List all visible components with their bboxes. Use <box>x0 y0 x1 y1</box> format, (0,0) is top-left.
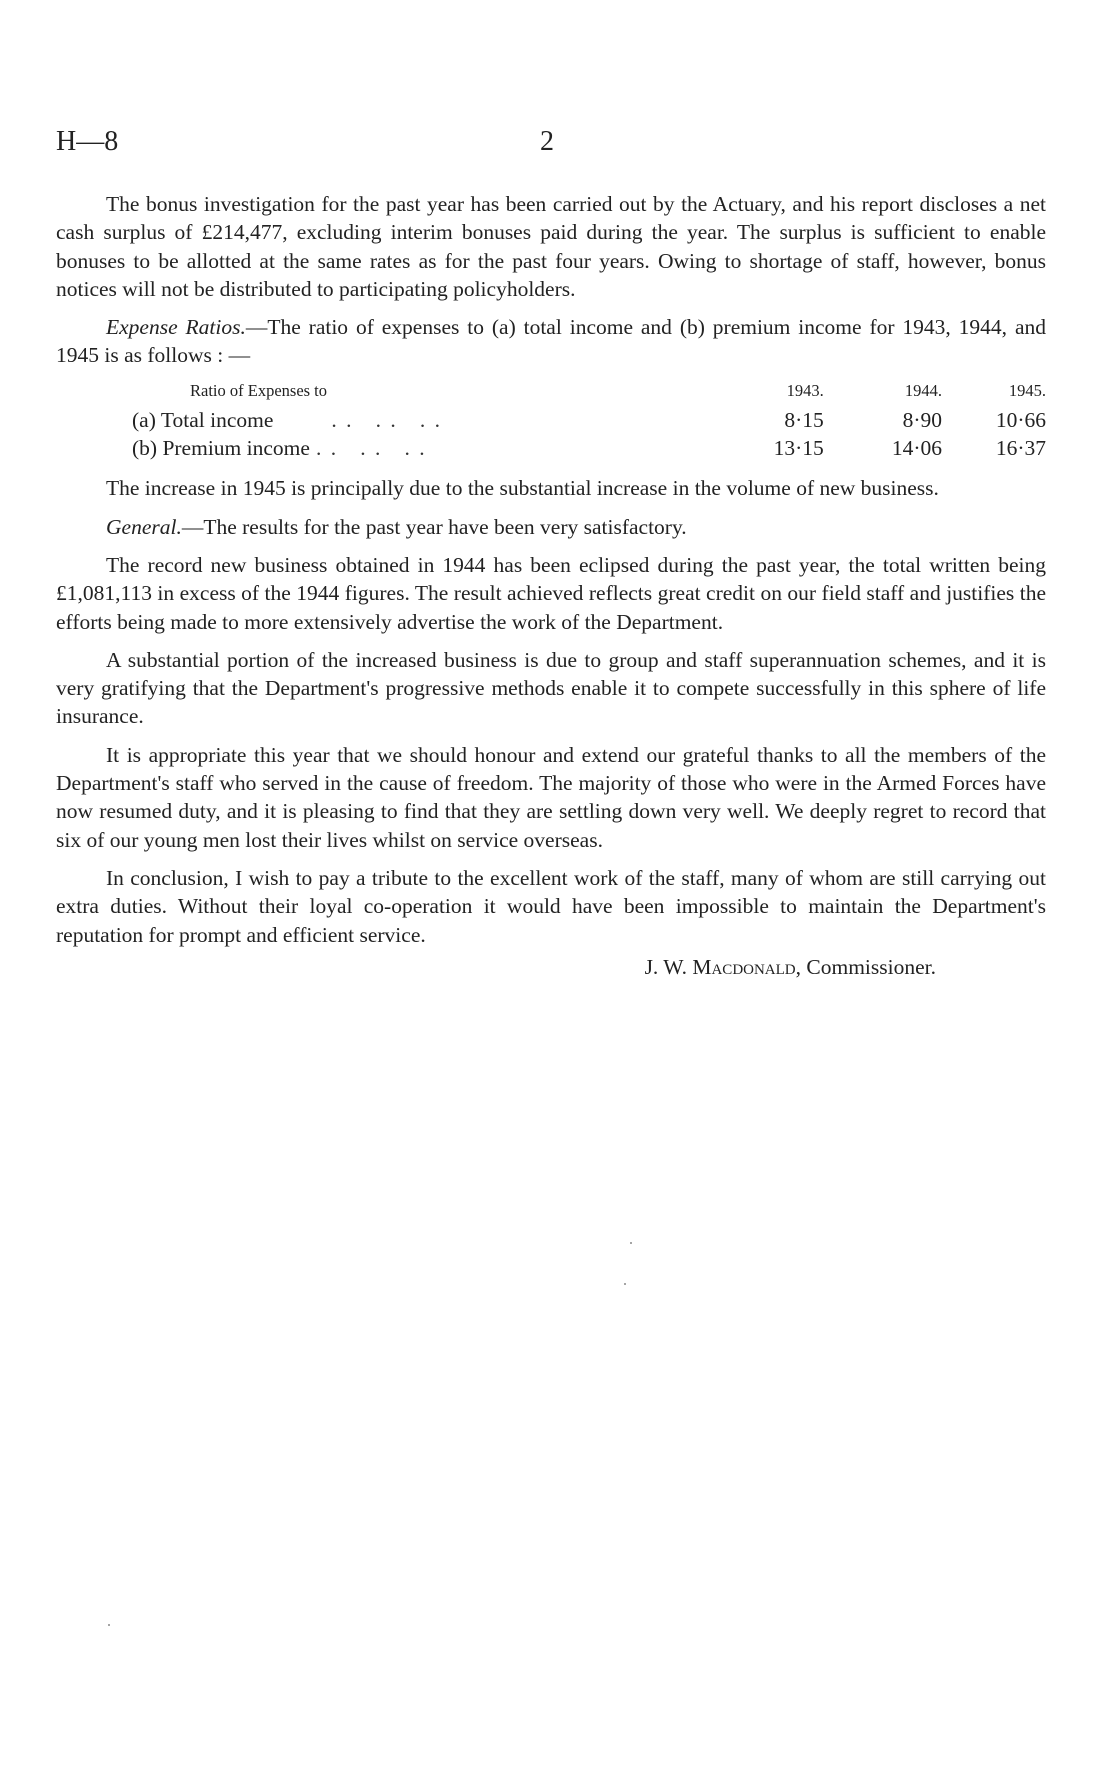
leader-dots: . . . . . . <box>331 407 443 432</box>
paragraph-increase-1945: The increase in 1945 is principally due to the substantial increase in the volume of new business. <box>106 476 939 501</box>
row-label-text: (b) Premium income <box>132 436 310 461</box>
scan-speck <box>108 1624 110 1626</box>
table-header-label: Ratio of Expenses to <box>190 380 328 400</box>
table-header-1944: 1944. <box>904 380 943 400</box>
page-header <box>56 126 1058 156</box>
general-text: —The results for the past year have been very satisfactory. <box>181 514 687 539</box>
cell-1944: 14·06 <box>891 436 943 461</box>
table-row <box>56 406 1046 434</box>
scan-speck <box>624 1283 626 1285</box>
cell-1945: 16·37 <box>995 436 1046 461</box>
paragraph-record-new-business: The record new business obtained in 1944 has been eclipsed during the past year, the total written being £1,081,113 in excess of the 1944 figures. The result achieved reflects great credit on our field staff and justifies the efforts being made to more extensively advertise the work of the Department. <box>56 552 1046 634</box>
paragraph-staff-thanks: It is appropriate this year that we should honour and extend our grateful thanks to all the members of the Department's staff who served in the cause of freedom. The majority of those who were in the Armed Forces have now resumed duty, and it is pleasing to find that they are settling down very well. We deeply regret to record that six of our young men lost their lives whilst on service overseas. <box>56 742 1046 852</box>
signature <box>56 953 936 981</box>
general-heading: General. <box>106 514 182 539</box>
scan-speck <box>630 1242 632 1244</box>
page-number: 2 <box>540 126 554 157</box>
row-label <box>56 434 738 462</box>
paragraph-expense-ratios <box>56 313 1046 370</box>
document-code: H—8 <box>56 126 119 157</box>
table-row <box>56 434 1046 462</box>
expense-ratios-heading: Expense Ratios. <box>106 315 246 340</box>
signatory-title: Commissioner. <box>806 954 936 979</box>
leader-dots: . . . . . . <box>315 436 427 461</box>
cell-1943: 8·15 <box>784 407 824 432</box>
row-label-text: (a) Total income <box>132 407 274 432</box>
cell-1943: 13·15 <box>773 436 824 461</box>
expense-ratios-text: —The ratio of expenses to (a) total income and (b) premium income for 1943, 1944, and 1945 is as follows : — <box>56 315 1046 368</box>
table-header-1943: 1943. <box>786 380 824 400</box>
row-label <box>56 406 738 434</box>
expense-ratio-table <box>56 376 1046 463</box>
signatory-name: J. W. Macdonald, <box>644 954 802 979</box>
paragraph-superannuation: A substantial portion of the increased business is due to group and staff superannuation schemes, and it is very gratifying that the Department's progressive methods enable it to compete successfully in this sphere of life insurance. <box>56 647 1046 729</box>
document-body <box>56 190 1046 981</box>
paragraph-bonus-investigation: The bonus investigation for the past year has been carried out by the Actuary, and his report discloses a net cash surplus of £214,477, excluding interim bonuses paid during the year. The surplus is sufficient to enable bonuses to be allotted at the same rates as for the past four years. Owing to shortage of staff, however, bonus notices will not be distributed to participating policyholders. <box>56 192 1046 301</box>
cell-1944: 8·90 <box>902 407 943 432</box>
paragraph-general <box>56 513 1046 541</box>
cell-1945: 10·66 <box>995 407 1046 432</box>
table-header-row <box>56 376 1046 406</box>
paragraph-conclusion: In conclusion, I wish to pay a tribute to the excellent work of the staff, many of whom are still carrying out extra duties. Without their loyal co-operation it would have been impossible to maintain the Department's reputation for prompt and efficient service. <box>56 865 1046 947</box>
table-header-1945: 1945. <box>1008 380 1046 400</box>
